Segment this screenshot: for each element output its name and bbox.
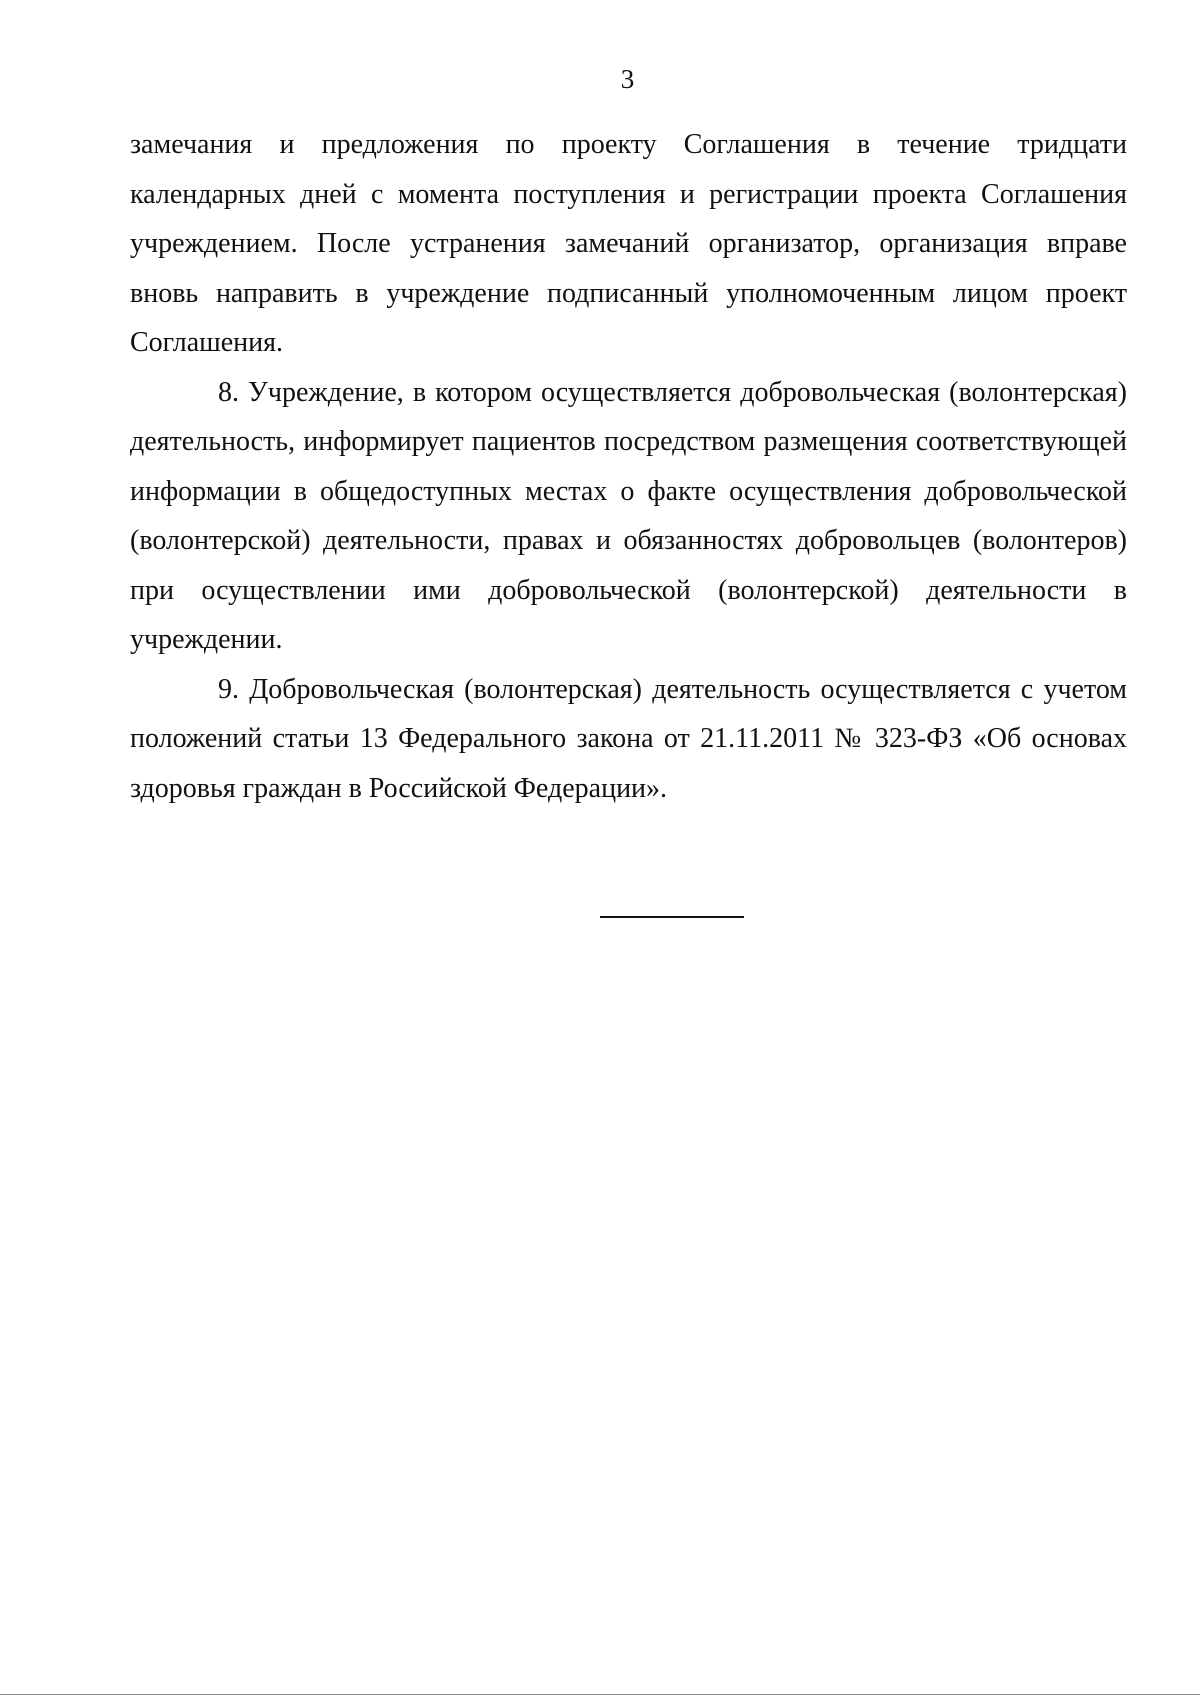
paragraph-item-9: 9. Добровольческая (волонтерская) деятельность осуществляется с учетом положений статьи 13 Федерального закона от 21.11.2011 № 323-ФЗ «Об основах здоровья граждан в Российской Федерации». [130, 673, 1127, 804]
end-of-text-rule [600, 916, 744, 918]
paragraph-item-8: 8. Учреждение, в котором осуществляется добровольческая (волонтерская) деятельность, информирует пациентов посредством размещения соответствующей информации в общедоступных местах о факте осуществления добровольческой (волонтерской) деятельности, правах и обязанностях добровольцев (волонтеров) при осуществлении ими добровольческой (волонтерской) деятельности в учреждении. [130, 376, 1127, 655]
paragraph-continuation: замечания и предложения по проекту Соглашения в течение тридцати календарных дней с момента поступления и регистрации проекта Соглашения учреждением. После устранения замечаний организатор, организация вправе вновь направить в учреждение подписанный уполномоченным лицом проект Соглашения. [130, 129, 1127, 358]
page-number: 3 [620, 64, 635, 94]
scan-bottom-edge [0, 1694, 1200, 1695]
document-body [130, 120, 1127, 813]
